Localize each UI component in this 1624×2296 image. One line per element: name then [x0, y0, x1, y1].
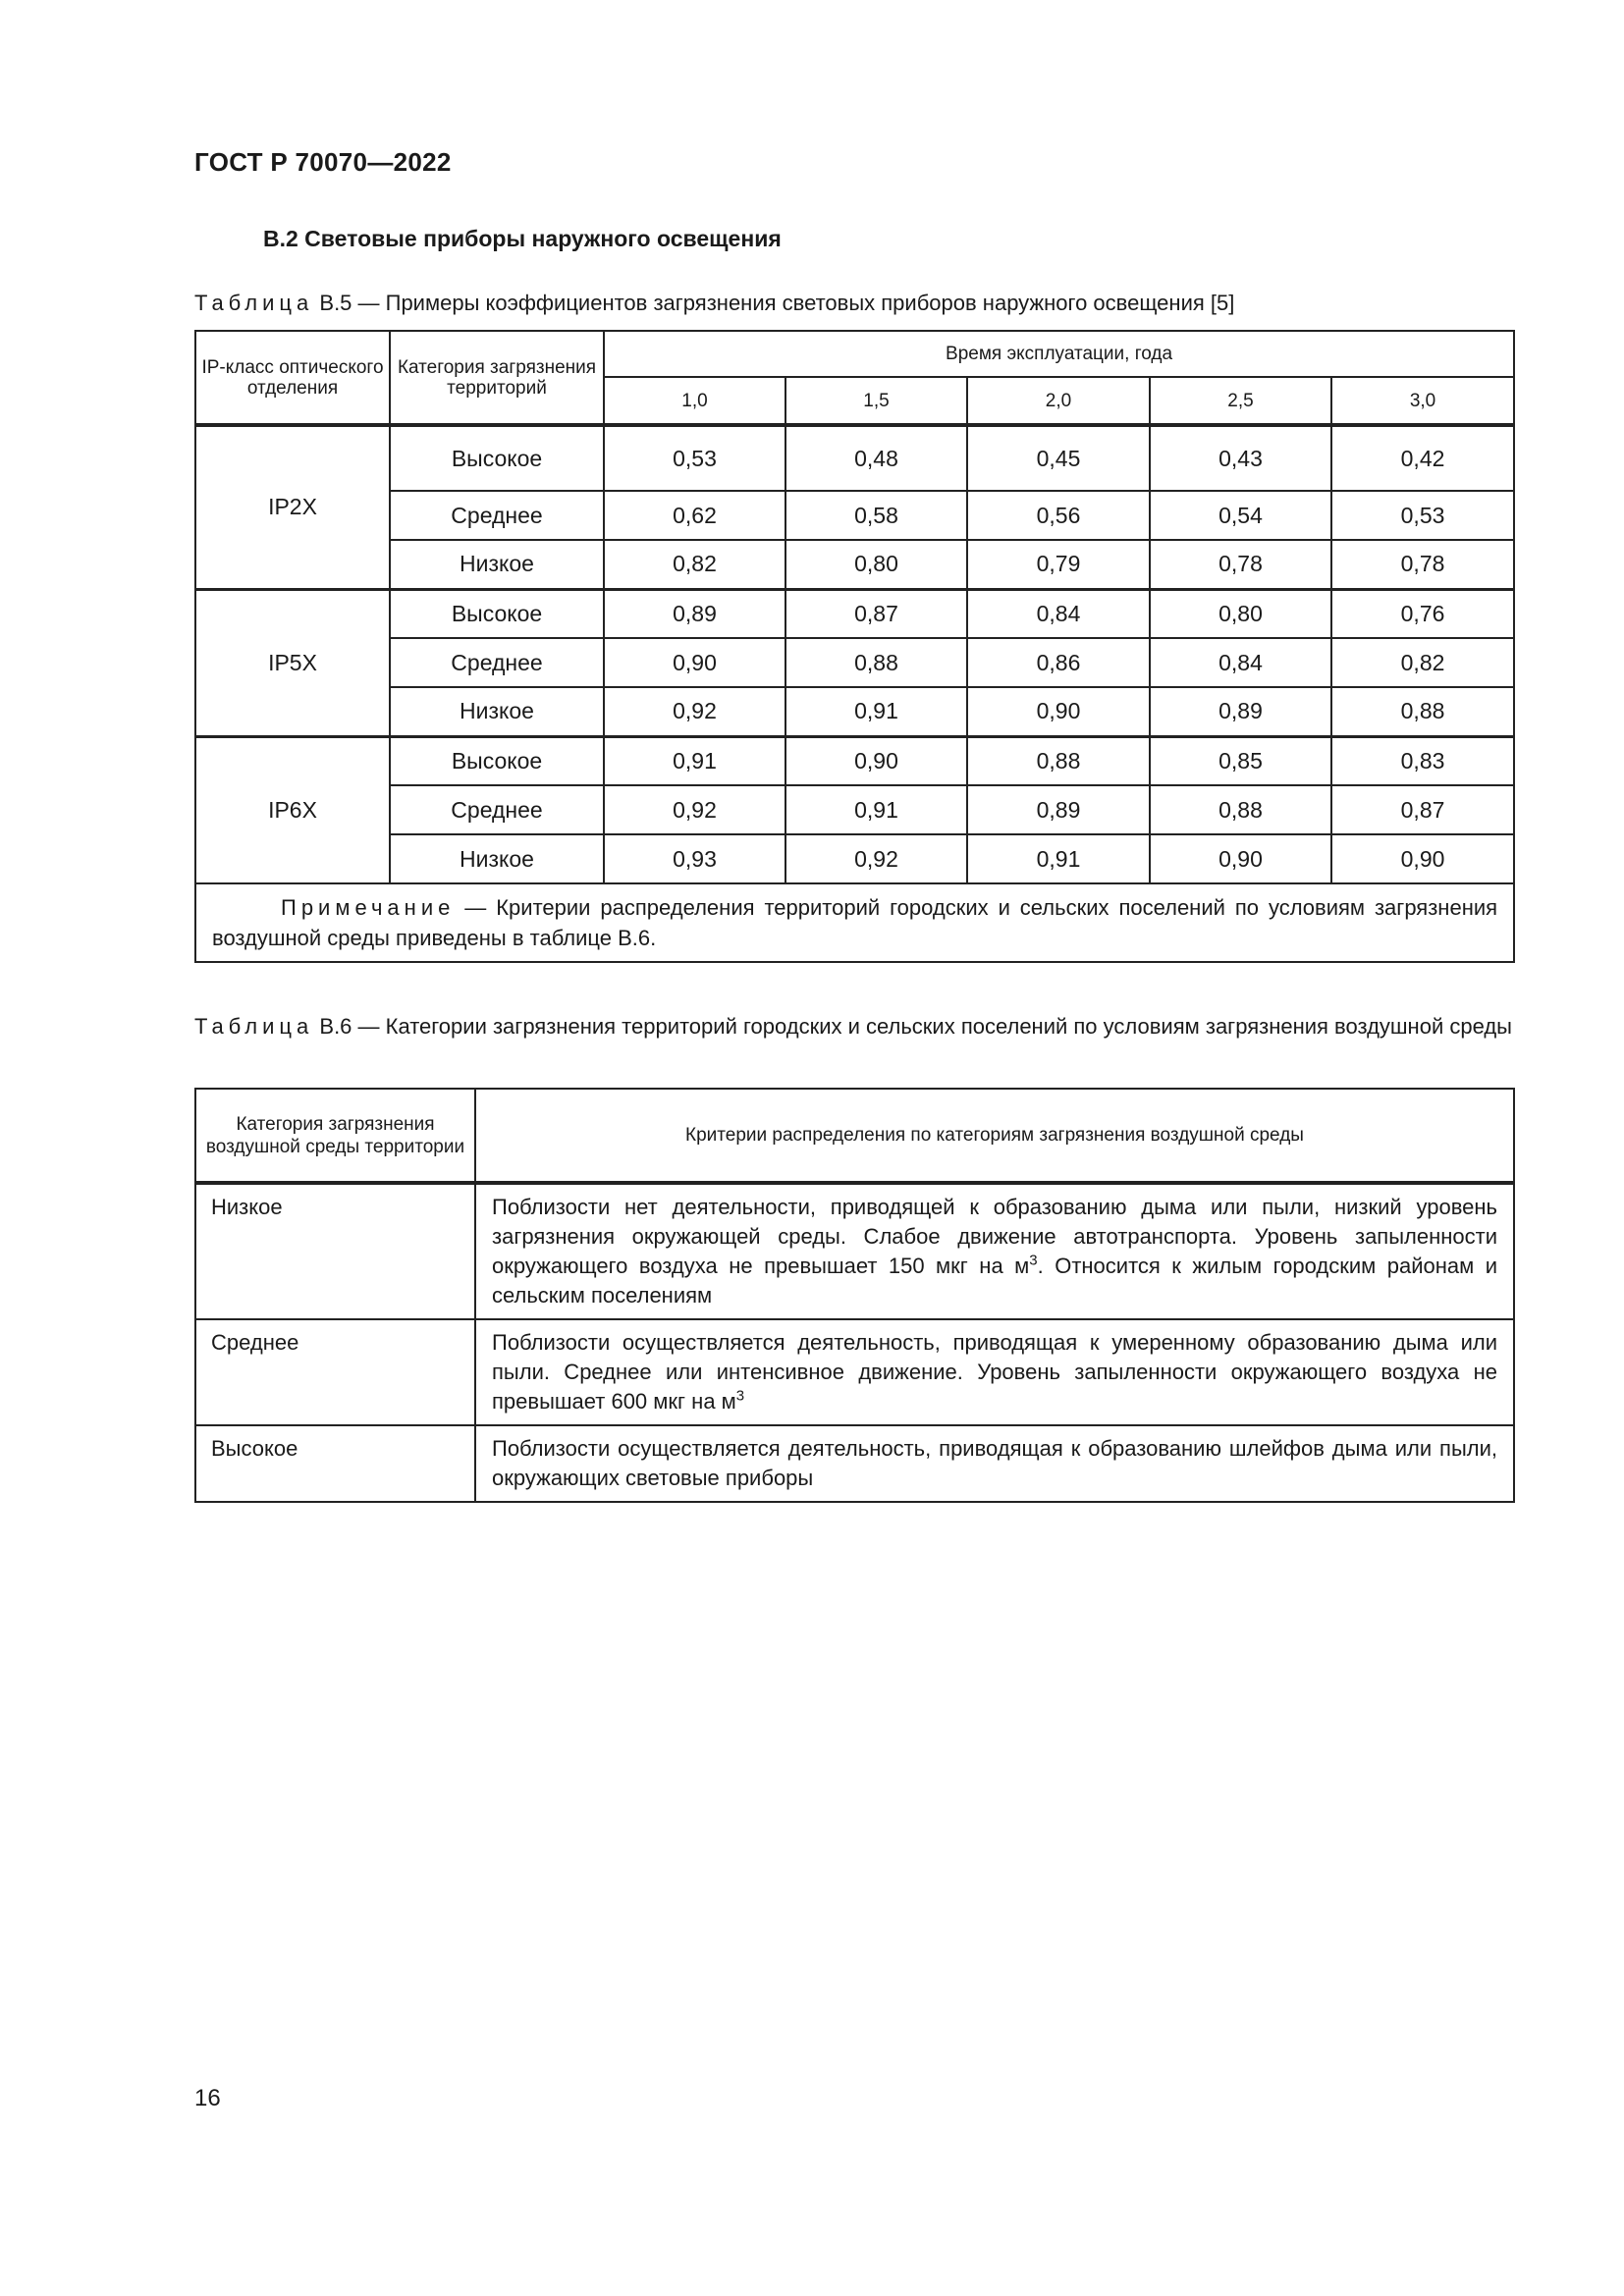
category-cell: Низкое	[390, 687, 604, 736]
value-cell: 0,91	[967, 834, 1150, 883]
value-cell: 0,90	[1150, 834, 1331, 883]
note-text: — Критерии распределения территорий городских и сельских поселений по условиям загрязнения воздушной среды приведены в таблице В.6.	[212, 895, 1498, 950]
criteria-tail: . Относится к жилым городским районам и сельским поселениям	[492, 1254, 1497, 1308]
header-time: Время эксплуатации, года	[604, 331, 1514, 377]
value-cell: 0,90	[967, 687, 1150, 736]
value-cell: 0,88	[785, 638, 967, 687]
category-cell: Высокое	[390, 425, 604, 491]
category-cell: Среднее	[390, 638, 604, 687]
table-row	[195, 589, 1514, 638]
table-b5-caption-label: Таблица	[194, 291, 314, 315]
header-category: Категория загрязнения воздушной среды территории	[195, 1089, 475, 1183]
header-year: 3,0	[1331, 377, 1514, 425]
table-row	[195, 785, 1514, 834]
value-cell: 0,91	[604, 736, 785, 785]
header-year: 2,5	[1150, 377, 1331, 425]
table-row	[195, 1319, 1514, 1425]
value-cell: 0,43	[1150, 425, 1331, 491]
value-cell: 0,88	[1331, 687, 1514, 736]
page-number: 16	[194, 2085, 221, 2111]
value-cell: 0,76	[1331, 589, 1514, 638]
value-cell: 0,78	[1150, 540, 1331, 589]
value-cell: 0,90	[1331, 834, 1514, 883]
category-cell: Среднее	[195, 1319, 475, 1425]
ip-class-cell: IP2X	[195, 425, 390, 589]
value-cell: 0,82	[604, 540, 785, 589]
value-cell: 0,89	[1150, 687, 1331, 736]
table-row	[195, 687, 1514, 736]
value-cell: 0,80	[785, 540, 967, 589]
table-b5-caption-text: В.5 — Примеры коэффициентов загрязнения световых приборов наружного освещения [5]	[319, 291, 1235, 315]
table-row	[195, 1183, 1514, 1319]
category-cell: Низкое	[390, 834, 604, 883]
table-row	[195, 1425, 1514, 1502]
table-row	[195, 491, 1514, 540]
value-cell: 0,48	[785, 425, 967, 491]
value-cell: 0,91	[785, 785, 967, 834]
value-cell: 0,87	[1331, 785, 1514, 834]
superscript: 3	[1029, 1252, 1038, 1269]
value-cell: 0,93	[604, 834, 785, 883]
table-b6	[194, 1088, 1515, 1503]
table-b6-caption	[194, 1011, 1513, 1041]
value-cell: 0,88	[1150, 785, 1331, 834]
header-year: 1,0	[604, 377, 785, 425]
value-cell: 0,88	[967, 736, 1150, 785]
value-cell: 0,87	[785, 589, 967, 638]
value-cell: 0,91	[785, 687, 967, 736]
value-cell: 0,56	[967, 491, 1150, 540]
criteria-cell	[475, 1425, 1514, 1502]
table-note-row	[195, 883, 1514, 962]
value-cell: 0,53	[1331, 491, 1514, 540]
header-year: 1,5	[785, 377, 967, 425]
document-code: ГОСТ Р 70070—2022	[194, 147, 452, 177]
table-b6-caption-text: В.6 — Категории загрязнения территорий городских и сельских поселений по условиям загрязнения воздушной среды	[319, 1014, 1512, 1039]
value-cell: 0,54	[1150, 491, 1331, 540]
value-cell: 0,92	[604, 687, 785, 736]
category-cell: Среднее	[390, 491, 604, 540]
category-cell: Низкое	[195, 1183, 475, 1319]
table-b5-caption	[194, 288, 1513, 318]
value-cell: 0,89	[604, 589, 785, 638]
table-b6-caption-label: Таблица	[194, 1014, 314, 1039]
header-year: 2,0	[967, 377, 1150, 425]
value-cell: 0,84	[967, 589, 1150, 638]
value-cell: 0,83	[1331, 736, 1514, 785]
value-cell: 0,89	[967, 785, 1150, 834]
category-cell: Низкое	[390, 540, 604, 589]
value-cell: 0,45	[967, 425, 1150, 491]
value-cell: 0,58	[785, 491, 967, 540]
header-category: Категория загрязнения территорий	[390, 331, 604, 425]
criteria-text: Поблизости осуществляется деятельность, приводящая к умеренному образованию дыма или пыли. Среднее или интенсивное движение. Уровень запыленности окружающего воздуха не превышает 600 мкг на м	[492, 1330, 1497, 1414]
ip-class-cell: IP6X	[195, 736, 390, 883]
value-cell: 0,90	[604, 638, 785, 687]
ip-class-cell: IP5X	[195, 589, 390, 736]
value-cell: 0,90	[785, 736, 967, 785]
value-cell: 0,84	[1150, 638, 1331, 687]
category-cell: Среднее	[390, 785, 604, 834]
category-cell: Высокое	[195, 1425, 475, 1502]
criteria-cell	[475, 1183, 1514, 1319]
section-title: В.2 Световые приборы наружного освещения	[263, 226, 782, 251]
value-cell: 0,62	[604, 491, 785, 540]
superscript: 3	[735, 1387, 745, 1405]
table-note	[195, 883, 1514, 962]
table-row	[195, 736, 1514, 785]
table-row	[195, 540, 1514, 589]
value-cell: 0,53	[604, 425, 785, 491]
criteria-text: Поблизости осуществляется деятельность, приводящая к образованию шлейфов дыма или пыли, окружающих световые приборы	[492, 1436, 1497, 1490]
value-cell: 0,79	[967, 540, 1150, 589]
value-cell: 0,85	[1150, 736, 1331, 785]
header-ip-class: IP-класс оптического отделения	[195, 331, 390, 425]
value-cell: 0,80	[1150, 589, 1331, 638]
value-cell: 0,92	[785, 834, 967, 883]
category-cell: Высокое	[390, 589, 604, 638]
note-label: Примечание	[281, 895, 456, 920]
criteria-text: Поблизости нет деятельности, приводящей к образованию дыма или пыли, низкий уровень загрязнения окружающей среды. Слабое движение автотранспорта. Уровень запыленности окружающего воздуха не превышает 150 мкг на м	[492, 1195, 1497, 1278]
value-cell: 0,42	[1331, 425, 1514, 491]
table-b5	[194, 330, 1515, 963]
value-cell: 0,78	[1331, 540, 1514, 589]
header-criteria: Критерии распределения по категориям загрязнения воздушной среды	[475, 1089, 1514, 1183]
table-row	[195, 834, 1514, 883]
value-cell: 0,82	[1331, 638, 1514, 687]
value-cell: 0,86	[967, 638, 1150, 687]
value-cell: 0,92	[604, 785, 785, 834]
criteria-cell	[475, 1319, 1514, 1425]
table-row	[195, 638, 1514, 687]
table-row	[195, 425, 1514, 491]
category-cell: Высокое	[390, 736, 604, 785]
